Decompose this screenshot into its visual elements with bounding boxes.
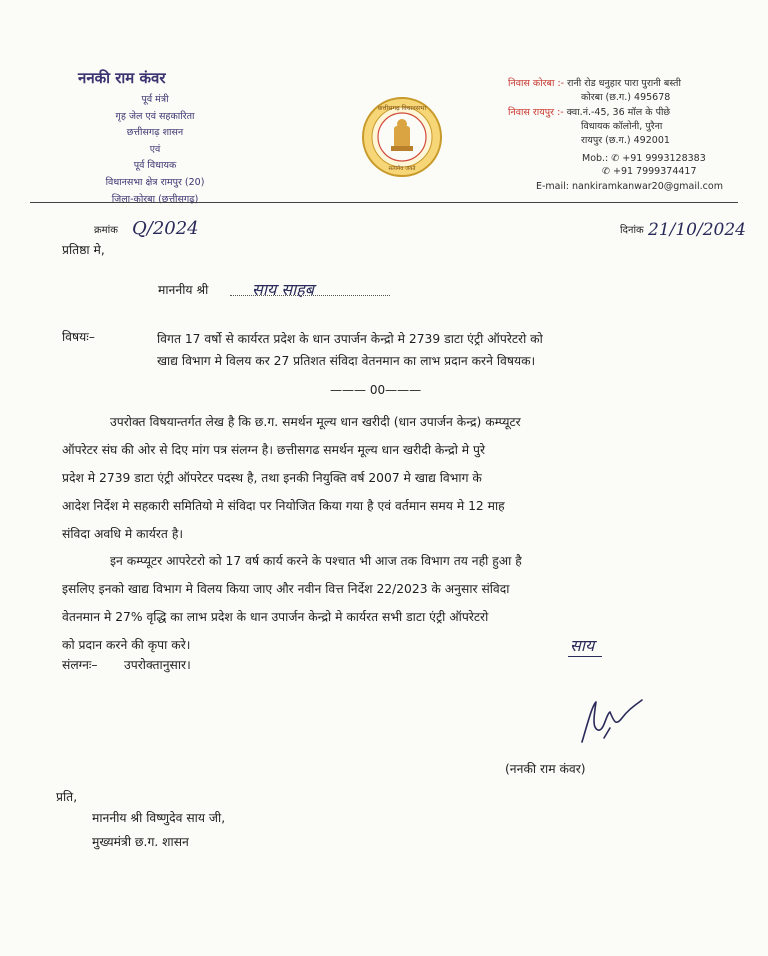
sender-name: ननकी राम कंवर xyxy=(78,69,166,87)
sender-line: पूर्व मंत्री xyxy=(141,94,169,105)
date-label: दिनांक xyxy=(620,225,644,236)
copy-line: माननीय श्री विष्णुदेव साय जी, xyxy=(92,811,226,825)
mobile-number: Mob.: ✆ +91 9993128383 xyxy=(582,153,706,164)
sender-line: पूर्व विधायक xyxy=(133,160,177,172)
raipur-label: निवास रायपुर :- xyxy=(508,107,564,118)
paragraph-line: उपरोक्त विषयान्तर्गत लेख है कि छ.ग. समर्थन मूल्य धान खरीदी (धान उपार्जन केन्द्र) कम्प्यूटर xyxy=(110,415,521,429)
sender-line: गृह जेल एवं सहकारिता xyxy=(115,110,195,122)
signature-icon xyxy=(570,692,650,752)
separator: ——— 00——— xyxy=(330,383,422,397)
paragraph-line: ऑपरेटर संघ की ओर से दिए मांग पत्र संलग्न है। छत्तीसगढ समर्थन मूल्य धान खरीदी केन्द्रो मे पुरे xyxy=(62,443,486,457)
signatory-name: (ननकी राम कंवर) xyxy=(505,762,586,776)
mobile-number-2: ✆ +91 7999374417 xyxy=(602,166,697,177)
ref-label: क्रमांक xyxy=(94,225,118,236)
copy-label: प्रति, xyxy=(56,790,78,804)
address-korba xyxy=(508,77,681,91)
email-address: E-mail: nankiramkanwar20@gmail.com xyxy=(536,181,723,192)
emblem-bottom-text: सत्यमेव जयते xyxy=(388,166,416,172)
paragraph-line: आदेश निर्देश मे सहकारी समितियो मे संविदा पर नियोजित किया गया है एवं वर्तमान समय मे 12 माह xyxy=(62,499,505,513)
header-divider xyxy=(30,202,738,203)
sender-line: एवं xyxy=(149,143,161,155)
korba-label: निवास कोरबा :- xyxy=(508,78,565,89)
raipur-line: क्वा.नं.-45, 36 मॉल के पीछे xyxy=(566,107,671,118)
paragraph-line: इन कम्प्यूटर आपरेटरो को 17 वर्ष कार्य करने के पश्चात भी आज तक विभाग तय नही हुआ है xyxy=(110,554,522,568)
copy-recipient xyxy=(92,806,225,854)
paragraph-2 xyxy=(62,547,717,659)
paragraph-1 xyxy=(62,408,717,548)
paragraph-line: इसलिए इनको खाद्य विभाग मे विलय किया जाए और नवीन वित्त निर्देश 22/2023 के अनुसार संविदा xyxy=(62,582,510,596)
korba-line: कोरबा (छ.ग.) 495678 xyxy=(581,92,671,103)
handwritten-note: साय xyxy=(568,634,602,657)
raipur-line: विधायक कॉलोनी, पुरैना xyxy=(581,121,663,132)
subject-label: विषयः– xyxy=(62,330,95,344)
enclosure-label: संलग्नः– xyxy=(62,658,98,672)
emblem-top-text: छत्तीसगढ़ विधानसभा xyxy=(377,105,427,112)
sender-line: छत्तीसगढ़ शासन xyxy=(126,127,184,139)
subject-line: विगत 17 वर्षो से कार्यरत प्रदेश के धान उपार्जन केन्द्रो मे 2739 डाटा एंट्री ऑपरेटरो को xyxy=(157,332,543,346)
raipur-line: रायपुर (छ.ग.) 492001 xyxy=(581,135,670,146)
letter-date: 21/10/2024 xyxy=(648,220,746,240)
paragraph-line: प्रदेश मे 2739 डाटा एंट्री ऑपरेटर पदस्थ है, तथा इनकी नियुक्ति वर्ष 2007 मे खाद्य विभाग के xyxy=(62,471,482,485)
korba-line: रानी रोड धनुहार पारा पुरानी बस्ती xyxy=(567,78,681,89)
salutation: प्रतिष्ठा मे, xyxy=(62,243,105,257)
subject-line: खाद्य विभाग मे विलय कर 27 प्रतिशत संविदा वेतनमान का लाभ प्रदान करने विषयक। xyxy=(157,354,536,368)
paragraph-line: को प्रदान करने की कृपा करे। xyxy=(62,638,191,652)
sender-designation xyxy=(60,92,250,208)
paragraph-line: संविदा अवधि मे कार्यरत है। xyxy=(62,527,184,541)
ref-number: Q/2024 xyxy=(132,218,199,239)
paragraph-line: वेतनमान मे 27% वृद्धि का लाभ प्रदेश के धान उपार्जन केन्द्रो मे कार्यरत सभी डाटा एंट्री ऑपरेटरो xyxy=(62,610,489,624)
sender-line: विधानसभा क्षेत्र रामपुर (20) xyxy=(105,176,205,188)
recipient-label: माननीय श्री xyxy=(158,283,209,297)
address-raipur xyxy=(508,106,670,120)
sender-line: जिला-कोरबा (छत्तीसगढ़) xyxy=(111,193,199,205)
assembly-emblem-icon xyxy=(361,96,443,178)
subject-text xyxy=(157,328,717,372)
copy-line: मुख्यमंत्री छ.ग. शासन xyxy=(92,835,189,849)
enclosure-value: उपरोक्तानुसार। xyxy=(124,658,191,672)
recipient-name: साय साहब xyxy=(252,280,314,299)
